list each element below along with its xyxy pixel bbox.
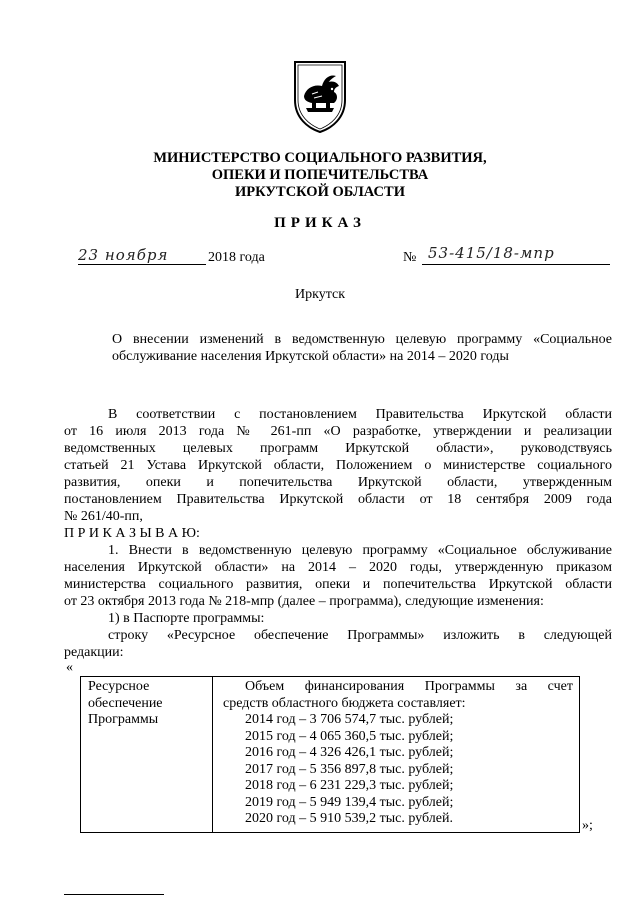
year-amount: 2020 год – 5 910 539,2 тыс. рублей.	[245, 811, 453, 826]
coat-of-arms-icon	[292, 56, 348, 134]
year-amount: 2014 год – 3 706 574,7 тыс. рублей;	[245, 712, 454, 727]
financing-intro: средств областного бюджета составляет:	[223, 695, 466, 711]
date-year: 2018 года	[208, 250, 265, 265]
preamble-line: от 16 июля 2013 года № 261-пп «О разработке, утверждении и реализации	[64, 424, 612, 439]
handwritten-number: 53-415/18-мпр	[428, 244, 555, 262]
preamble-line: ведомственных целевых программ Иркутской области», руководствуясь	[64, 441, 612, 456]
preamble-line: развития, опеки и попечительства Иркутской области, утвержденным	[64, 475, 612, 490]
year-amount: 2017 год – 5 356 897,8 тыс. рублей;	[245, 761, 454, 777]
item1-line: от 23 октября 2013 года № 218-мпр (далее – программа), следующие изменения:	[64, 594, 544, 609]
preamble	[64, 406, 612, 661]
financing-table	[80, 676, 580, 833]
item1-line: населения Иркутской области» на 2014 – 2020 годы, утвержденную приказом	[64, 560, 612, 575]
quote-open: «	[66, 660, 73, 675]
label-line: Ресурсное	[88, 679, 150, 694]
table-cell-financing	[213, 677, 580, 833]
preamble-line: № 261/40-пп,	[64, 509, 143, 524]
number-sign: №	[403, 250, 417, 265]
city: Иркутск	[294, 287, 346, 302]
table-row	[81, 677, 580, 833]
item1-line: 1. Внести в ведомственную целевую программу «Социальное обслуживание	[108, 543, 612, 558]
preamble-line: В соответствии с постановлением Правительства Иркутской области	[108, 407, 612, 422]
preamble-line: постановлением Правительства Иркутской области от 18 сентября 2009 года	[64, 492, 612, 507]
year-amount: 2019 год – 5 949 139,4 тыс. рублей;	[245, 794, 454, 810]
order-subject	[112, 331, 612, 365]
footnote-divider	[64, 894, 164, 895]
year-amount: 2018 год – 6 231 229,3 тыс. рублей;	[245, 778, 454, 793]
year-amount: 2015 год – 4 065 360,5 тыс. рублей;	[245, 728, 454, 744]
row-instruction: строку «Ресурсное обеспечение Программы» изложить в следующей	[108, 628, 612, 643]
order-word: П Р И К А З Ы В А Ю:	[64, 526, 200, 541]
table-cell-label	[81, 677, 213, 833]
ministry-line-3: ИРКУТСКОЙ ОБЛАСТИ	[235, 184, 405, 200]
ministry-line-1: МИНИСТЕРСТВО СОЦИАЛЬНОГО РАЗВИТИЯ,	[153, 150, 487, 166]
handwritten-date: 23 ноября	[78, 246, 169, 264]
year-amount: 2016 год – 4 326 426,1 тыс. рублей;	[245, 745, 454, 760]
number-underline	[422, 264, 610, 265]
label-line: обеспечение	[88, 695, 163, 711]
quote-close: »;	[582, 818, 593, 833]
preamble-line: статьей 21 Устава Иркутской области, Положением о министерстве социального	[64, 458, 612, 473]
order-title: ПРИКАЗ	[274, 215, 366, 231]
date-underline	[78, 264, 206, 265]
subject-line: обслуживание населения Иркутской области» на 2014 – 2020 годы	[112, 349, 509, 364]
financing-intro: Объем финансирования Программы за счет	[245, 679, 573, 694]
row-instruction-end: редакции:	[64, 645, 124, 660]
subject-line: О внесении изменений в ведомственную целевую программу «Социальное	[112, 332, 612, 347]
ministry-line-2: ОПЕКИ И ПОПЕЧИТЕЛЬСТВА	[211, 167, 429, 183]
label-line: Программы	[88, 712, 159, 727]
item1-line: министерства социального развития, опеки и попечительства Иркутской области	[64, 577, 612, 592]
sub-item-1: 1) в Паспорте программы:	[108, 611, 265, 626]
